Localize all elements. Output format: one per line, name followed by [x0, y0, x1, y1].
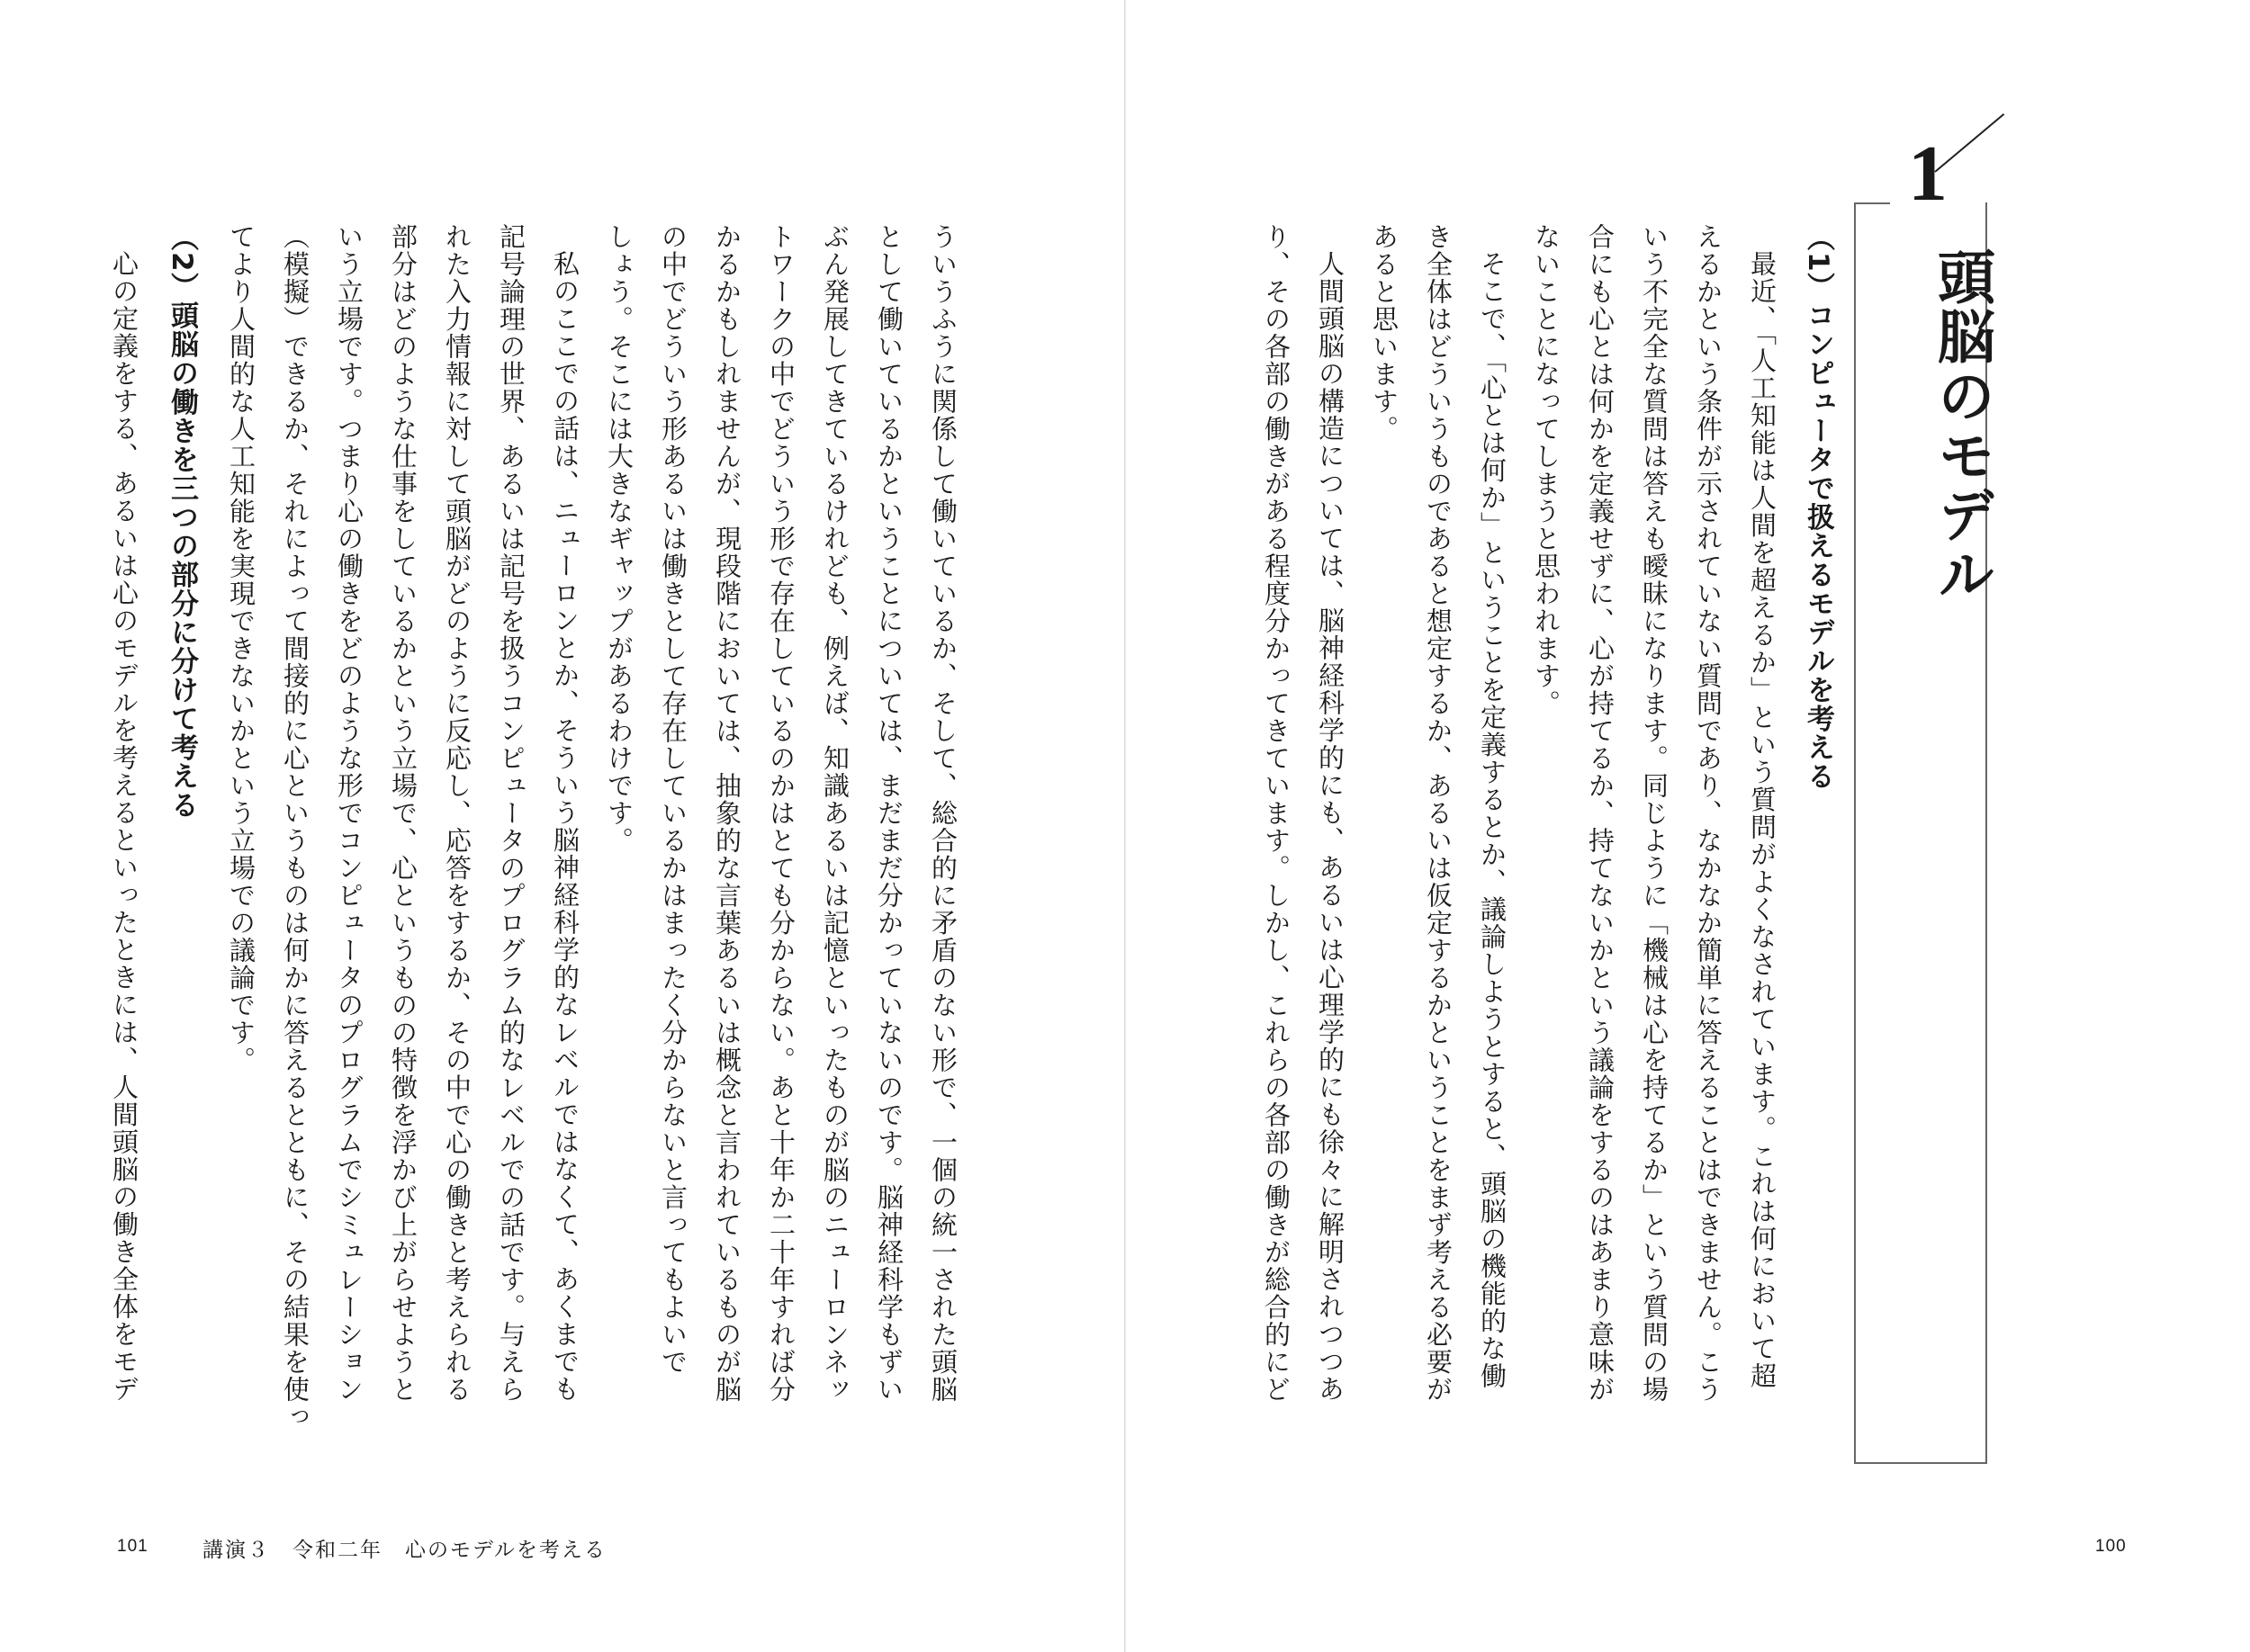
text-line: ぶん発展してきているけれども、例えば、知識あるいは記憶といったものが脳のニューロンネッ — [820, 223, 850, 1404]
text-line: トワークの中でどういう形で存在しているのかはとても分からない。あと十年か二十年すれば分 — [766, 223, 796, 1404]
text-line: いう立場です。つまり心の働きをどのような形でコンピュータのプログラムでシミュレーション — [334, 223, 364, 1404]
text-line: 部分はどのような仕事をしているかという立場で、心というものの特徴を浮かび上がらせようと — [388, 223, 418, 1404]
section-heading: （1）コンピュータで扱えるモデルを考える — [1802, 223, 1834, 791]
text-line: かるかもしれませんが、現段階においては、抽象的な言葉あるいは概念と言われているものが脳 — [712, 223, 742, 1404]
text-line: いう不完全な質問は答えも曖昧になります。同じように「機械は心を持てるか」という質問の場 — [1639, 223, 1670, 1404]
text-line: てより人間的な人工知能を実現できないかという立場での議論です。 — [226, 223, 256, 1074]
text-line: き全体はどういうものであると想定するか、あるいは仮定するかということをまず考える必要が — [1423, 223, 1454, 1404]
text-line: あると思います。 — [1369, 223, 1400, 443]
text-line: れた入力情報に対して頭脳がどのように反応し、応答をするか、その中で心の働きと考えられる — [442, 223, 472, 1404]
text-line: 記号論理の世界、あるいは記号を扱うコンピュータのプログラム的なレベルでの話です。与えら — [496, 223, 526, 1404]
text-line: ういうふうに関係して働いているか、そして、総合的に矛盾のない形で、一個の統一された頭脳 — [928, 223, 958, 1404]
section-heading: （2）頭脳の働きを三つの部分に分けて考える — [166, 223, 198, 820]
page-gutter — [1124, 0, 1126, 1652]
text-line: （模擬）できるか、それによって間接的に心というものは何かに答えるとともに、その結果を使っ — [280, 223, 310, 1431]
text-line: 心の定義をする、あるいは心のモデルを考えるといったときには、人間頭脳の働き全体をモデ — [109, 250, 140, 1403]
page-number: 100 — [2095, 1537, 2127, 1556]
text-line: り、その各部の働きがある程度分かってきています。しかし、これらの各部の働きが総合的にど — [1261, 223, 1292, 1404]
running-head: 講演３ 令和二年 心のモデルを考える — [202, 1539, 607, 1562]
text-line: 最近、「人工知能は人間を超えるか」という質問がよくなされています。これは何において超 — [1747, 250, 1778, 1390]
text-line: 人間頭脳の構造については、脳神経科学的にも、あるいは心理学的にも徐々に解明されつつあ — [1315, 250, 1346, 1403]
text-line: の中でどういう形あるいは働きとして存在しているかはまったく分からないと言ってもよいで — [658, 223, 688, 1376]
text-line: 合にも心とは何かを定義せずに、心が持てるか、持てないかという議論をするのはあまり意味が — [1585, 223, 1616, 1404]
text-line: 私のここでの話は、ニューロンとか、そういう脳神経科学的なレベルではなくて、あくまでも — [550, 250, 580, 1403]
page-number: 101 — [117, 1537, 148, 1556]
text-line: そこで、「心とは何か」ということを定義するとか、議論しようとすると、頭脳の機能的な働 — [1477, 250, 1508, 1390]
text-line: しょう。そこには大きなギャップがあるわけです。 — [604, 223, 634, 855]
text-line: として働いているかということについては、まだまだ分かっていないのです。脳神経科学もずい — [874, 223, 904, 1404]
text-line: えるかという条件が示されていない質問であり、なかなか簡単に答えることはできません。こう — [1693, 223, 1724, 1404]
chapter-title: 頭脳のモデル — [1928, 247, 1994, 604]
text-line: ないことになってしまうと思われます。 — [1531, 223, 1562, 717]
chapter-number: 1 — [1908, 130, 1948, 218]
